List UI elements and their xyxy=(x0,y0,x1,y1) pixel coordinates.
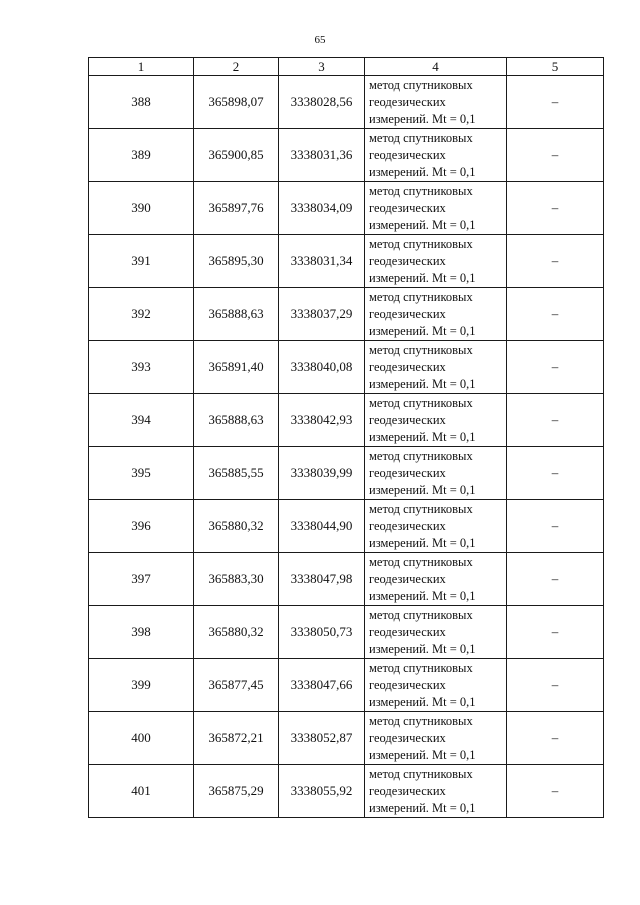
method-line: геодезических xyxy=(369,147,446,162)
point-number-cell: 392 xyxy=(89,288,194,341)
method-cell xyxy=(365,288,507,341)
method-line: метод спутниковых xyxy=(369,130,473,145)
table-row xyxy=(89,765,604,818)
table-row xyxy=(89,447,604,500)
method-line: метод спутниковых xyxy=(369,448,473,463)
method-line: геодезических xyxy=(369,200,446,215)
coord-y-cell: 3338031,34 xyxy=(279,235,365,288)
note-cell: – xyxy=(507,182,604,235)
coord-x-cell: 365888,63 xyxy=(194,288,279,341)
coord-y-cell: 3338040,08 xyxy=(279,341,365,394)
coord-x-cell: 365891,40 xyxy=(194,341,279,394)
table-row xyxy=(89,553,604,606)
coord-x-cell: 365885,55 xyxy=(194,447,279,500)
method-line: измерений. Mt = 0,1 xyxy=(369,217,476,232)
method-line: геодезических xyxy=(369,412,446,427)
method-line: измерений. Mt = 0,1 xyxy=(369,270,476,285)
method-line: геодезических xyxy=(369,518,446,533)
table-row xyxy=(89,659,604,712)
method-cell xyxy=(365,235,507,288)
coord-y-cell: 3338047,66 xyxy=(279,659,365,712)
method-cell xyxy=(365,500,507,553)
method-line: геодезических xyxy=(369,253,446,268)
method-line: измерений. Mt = 0,1 xyxy=(369,800,476,815)
coord-y-cell: 3338039,99 xyxy=(279,447,365,500)
coord-y-cell: 3338042,93 xyxy=(279,394,365,447)
table-row xyxy=(89,341,604,394)
note-cell: – xyxy=(507,712,604,765)
method-line: геодезических xyxy=(369,730,446,745)
note-cell: – xyxy=(507,659,604,712)
table-row xyxy=(89,712,604,765)
method-line: измерений. Mt = 0,1 xyxy=(369,641,476,656)
method-cell xyxy=(365,129,507,182)
table-header xyxy=(89,58,604,76)
note-cell: – xyxy=(507,129,604,182)
point-number-cell: 389 xyxy=(89,129,194,182)
table-row xyxy=(89,394,604,447)
coord-x-cell: 365898,07 xyxy=(194,76,279,129)
note-cell: – xyxy=(507,500,604,553)
point-number-cell: 398 xyxy=(89,606,194,659)
point-number-cell: 396 xyxy=(89,500,194,553)
method-line: геодезических xyxy=(369,677,446,692)
table-row xyxy=(89,606,604,659)
coord-x-cell: 365883,30 xyxy=(194,553,279,606)
method-line: метод спутниковых xyxy=(369,713,473,728)
table-row xyxy=(89,500,604,553)
method-line: метод спутниковых xyxy=(369,766,473,781)
coord-x-cell: 365897,76 xyxy=(194,182,279,235)
point-number-cell: 388 xyxy=(89,76,194,129)
point-number-cell: 401 xyxy=(89,765,194,818)
method-line: метод спутниковых xyxy=(369,395,473,410)
point-number-cell: 397 xyxy=(89,553,194,606)
method-cell xyxy=(365,447,507,500)
method-line: геодезических xyxy=(369,783,446,798)
method-line: измерений. Mt = 0,1 xyxy=(369,111,476,126)
method-line: измерений. Mt = 0,1 xyxy=(369,694,476,709)
method-line: геодезических xyxy=(369,94,446,109)
method-line: геодезических xyxy=(369,571,446,586)
method-line: метод спутниковых xyxy=(369,607,473,622)
method-line: метод спутниковых xyxy=(369,501,473,516)
table-row xyxy=(89,129,604,182)
coord-y-cell: 3338044,90 xyxy=(279,500,365,553)
coord-y-cell: 3338050,73 xyxy=(279,606,365,659)
method-cell xyxy=(365,182,507,235)
note-cell: – xyxy=(507,341,604,394)
point-number-cell: 390 xyxy=(89,182,194,235)
header-col-4: 4 xyxy=(365,58,507,76)
coord-y-cell: 3338047,98 xyxy=(279,553,365,606)
method-line: метод спутниковых xyxy=(369,236,473,251)
point-number-cell: 391 xyxy=(89,235,194,288)
table-row xyxy=(89,182,604,235)
note-cell: – xyxy=(507,553,604,606)
coord-x-cell: 365880,32 xyxy=(194,500,279,553)
note-cell: – xyxy=(507,606,604,659)
point-number-cell: 399 xyxy=(89,659,194,712)
method-cell xyxy=(365,659,507,712)
coord-x-cell: 365877,45 xyxy=(194,659,279,712)
note-cell: – xyxy=(507,447,604,500)
point-number-cell: 400 xyxy=(89,712,194,765)
method-line: измерений. Mt = 0,1 xyxy=(369,376,476,391)
method-line: геодезических xyxy=(369,359,446,374)
note-cell: – xyxy=(507,288,604,341)
coord-y-cell: 3338052,87 xyxy=(279,712,365,765)
coord-x-cell: 365875,29 xyxy=(194,765,279,818)
point-number-cell: 394 xyxy=(89,394,194,447)
method-cell xyxy=(365,765,507,818)
coord-x-cell: 365895,30 xyxy=(194,235,279,288)
header-col-2: 2 xyxy=(194,58,279,76)
method-cell xyxy=(365,341,507,394)
note-cell: – xyxy=(507,394,604,447)
table-row xyxy=(89,76,604,129)
method-line: метод спутниковых xyxy=(369,289,473,304)
header-col-5: 5 xyxy=(507,58,604,76)
coord-y-cell: 3338055,92 xyxy=(279,765,365,818)
method-line: метод спутниковых xyxy=(369,554,473,569)
method-line: измерений. Mt = 0,1 xyxy=(369,164,476,179)
coord-y-cell: 3338034,09 xyxy=(279,182,365,235)
note-cell: – xyxy=(507,76,604,129)
table-body xyxy=(89,76,604,818)
method-cell xyxy=(365,553,507,606)
header-col-3: 3 xyxy=(279,58,365,76)
table-row xyxy=(89,288,604,341)
method-line: измерений. Mt = 0,1 xyxy=(369,429,476,444)
method-line: геодезических xyxy=(369,465,446,480)
coord-x-cell: 365872,21 xyxy=(194,712,279,765)
point-number-cell: 393 xyxy=(89,341,194,394)
method-cell xyxy=(365,606,507,659)
method-line: метод спутниковых xyxy=(369,77,473,92)
coord-x-cell: 365888,63 xyxy=(194,394,279,447)
method-line: измерений. Mt = 0,1 xyxy=(369,588,476,603)
method-cell xyxy=(365,712,507,765)
coord-x-cell: 365880,32 xyxy=(194,606,279,659)
header-row xyxy=(89,58,604,76)
coord-y-cell: 3338031,36 xyxy=(279,129,365,182)
method-line: метод спутниковых xyxy=(369,342,473,357)
method-cell xyxy=(365,394,507,447)
method-line: измерений. Mt = 0,1 xyxy=(369,747,476,762)
method-line: метод спутниковых xyxy=(369,660,473,675)
method-line: измерений. Mt = 0,1 xyxy=(369,535,476,550)
coord-y-cell: 3338037,29 xyxy=(279,288,365,341)
page-number: 65 xyxy=(314,34,326,46)
coord-y-cell: 3338028,56 xyxy=(279,76,365,129)
method-line: метод спутниковых xyxy=(369,183,473,198)
note-cell: – xyxy=(507,765,604,818)
method-line: геодезических xyxy=(369,306,446,321)
method-line: измерений. Mt = 0,1 xyxy=(369,482,476,497)
coord-x-cell: 365900,85 xyxy=(194,129,279,182)
method-cell xyxy=(365,76,507,129)
coordinates-table xyxy=(88,57,604,818)
method-line: геодезических xyxy=(369,624,446,639)
table-row xyxy=(89,235,604,288)
note-cell: – xyxy=(507,235,604,288)
point-number-cell: 395 xyxy=(89,447,194,500)
header-col-1: 1 xyxy=(89,58,194,76)
method-line: измерений. Mt = 0,1 xyxy=(369,323,476,338)
